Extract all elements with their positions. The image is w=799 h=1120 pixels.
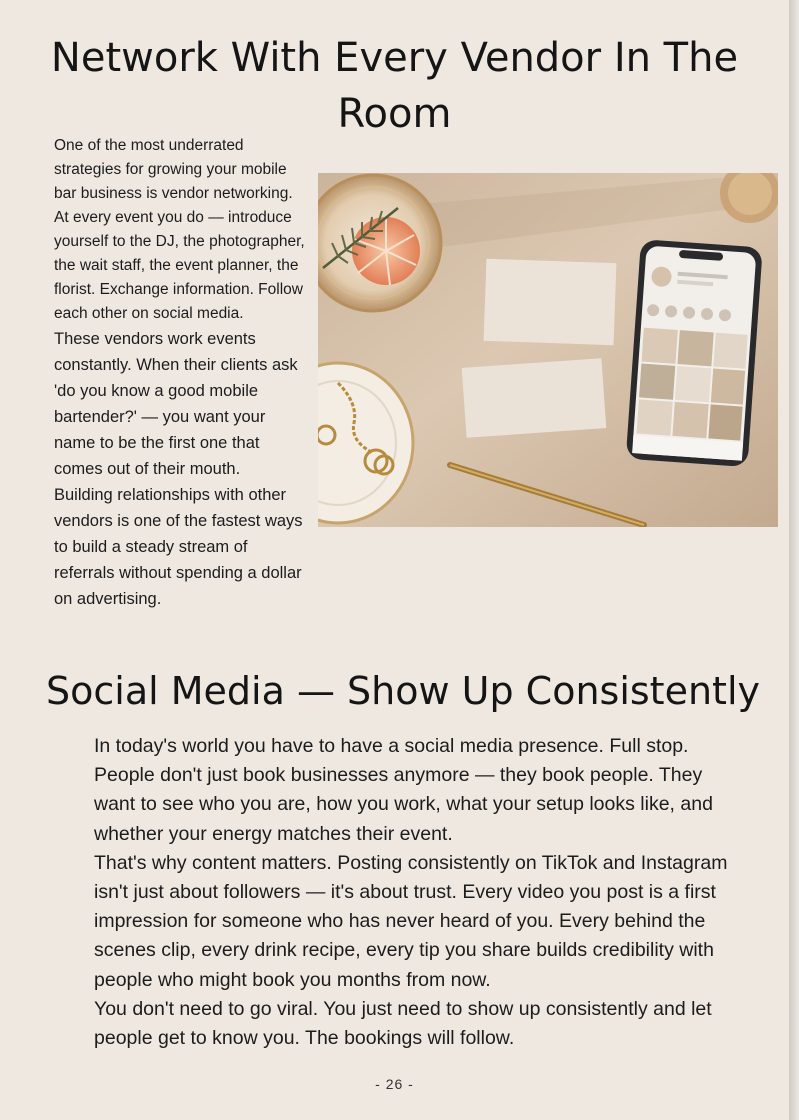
paragraph: In today's world you have to have a social media presence. Full stop. People don't just book businesses anymore — they book people. They want to see who you are, how you work, what your setup looks like, and whether your energy matches their event.: [94, 735, 713, 845]
paragraph: One of the most underrated strategies for growing your mobile bar business is vendor networking. At every event you do — introduce yourself to the DJ, the photographer, the wait staff, the event planner, the florist. Exchange information. Follow each other on social media.: [54, 137, 305, 322]
vendor-networking-text: [54, 134, 306, 612]
paragraph: These vendors work events constantly. When their clients ask 'do you know a good mobile bartender?' — you want your name to be the first one that comes out of their mouth.: [54, 330, 298, 478]
paragraph: You don't need to go viral. You just need to show up consistently and let people get to know you. The bookings will follow.: [94, 997, 712, 1050]
flatlay-photo: [318, 173, 778, 527]
paragraph: That's why content matters. Posting consistently on TikTok and Instagram isn't just about followers — it's about trust. Every video you post is a first impression for someone who has never heard of you. Every behind the scenes clip, every drink recipe, every tip you share builds credibility with people who might book you months from now.: [94, 851, 728, 991]
section-title-social-media: Social Media — Show Up Consistently: [46, 669, 760, 713]
page-edge-shadow: [789, 0, 799, 1120]
section-title-vendor-networking: Network With Every Vendor In The Room: [50, 35, 739, 137]
page-number: - 26 -: [375, 1076, 414, 1092]
paragraph: Building relationships with other vendors is one of the fastest ways to build a steady stream of referrals without spending a dollar on advertising.: [54, 486, 303, 608]
flatlay-photo-illustration: [318, 173, 778, 527]
social-media-text: [94, 732, 744, 1053]
